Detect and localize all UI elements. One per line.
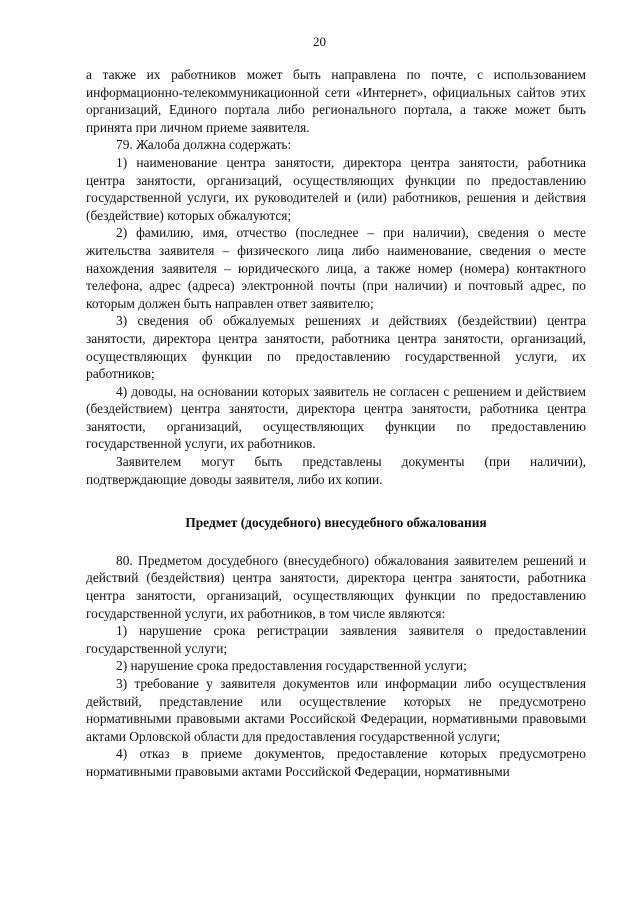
document-body bbox=[86, 66, 586, 781]
paragraph: 4) отказ в приеме документов, предоставление которых предусмотрено нормативными правовыми актами Российской Федерации, нормативными bbox=[86, 746, 586, 779]
paragraph: 80. Предметом досудебного (внесудебного) обжалования заявителем решений и действий (бездействия) центра занятости, директора центра занятости, работника центра занятости, организаций, осуществляющих функции по предоставлению государственной услуги, их работников, в том числе являются: bbox=[86, 552, 586, 621]
page-number: 20 bbox=[313, 34, 326, 49]
paragraph: 2) фамилию, имя, отчество (последнее – при наличии), сведения о месте жительства заявителя – физического лица либо наименование, сведения о месте нахождения заявителя – юридического лица, а также номер (номера) контактного телефона, адрес (адреса) электронной почты (при наличии) и почтовый адрес, по которым должен быть направлен ответ заявителю; bbox=[86, 225, 586, 311]
paragraph: 1) нарушение срока регистрации заявления заявителя о предоставлении государственной услуги; bbox=[86, 623, 586, 656]
paragraph: 2) нарушение срока предоставления государственной услуги; bbox=[116, 658, 467, 674]
paragraph: 3) требование у заявителя документов или информации либо осуществления действий, представление или осуществление которых не предусмотрено нормативными правовыми актами Российской Федерации, нормативными правовыми актами Орловской области для предоставления государственной услуги; bbox=[86, 676, 586, 744]
paragraphs-top bbox=[86, 66, 586, 488]
paragraphs-bottom bbox=[86, 552, 586, 781]
paragraph: 79. Жалоба должна содержать: bbox=[116, 137, 292, 153]
paragraph: 4) доводы, на основании которых заявитель не согласен с решением и действием (бездействием) центра занятости, директора центра занятости, работника центра занятости, организаций, осуществляющих функции по предоставлению государственной услуги, их работников. bbox=[86, 383, 586, 452]
paragraph: 1) наименование центра занятости, директора центра занятости, работника центра занятости, организаций, осуществляющих функции по предоставлению государственной услуги, их руководителей и (или) работников, решения и действия (бездействие) которых обжалуются; bbox=[86, 154, 586, 223]
section-heading: Предмет (досудебного) внесудебного обжалования bbox=[185, 515, 487, 531]
paragraph: 3) сведения об обжалуемых решениях и действиях (бездействии) центра занятости, директора центра занятости, работника центра занятости, организаций, осуществляющих функции по предоставлению государственной услуги, их работников; bbox=[86, 313, 586, 382]
paragraph: Заявителем могут быть представлены документы (при наличии), подтверждающие доводы заявителя, либо их копии. bbox=[86, 454, 586, 487]
paragraph: а также их работников может быть направлена по почте, с использованием информационно-телекоммуникационной сети «Интернет», официальных сайтов этих организаций, Единого портала либо регионального портала, а также может быть принята при личном приеме заявителя. bbox=[86, 67, 586, 135]
